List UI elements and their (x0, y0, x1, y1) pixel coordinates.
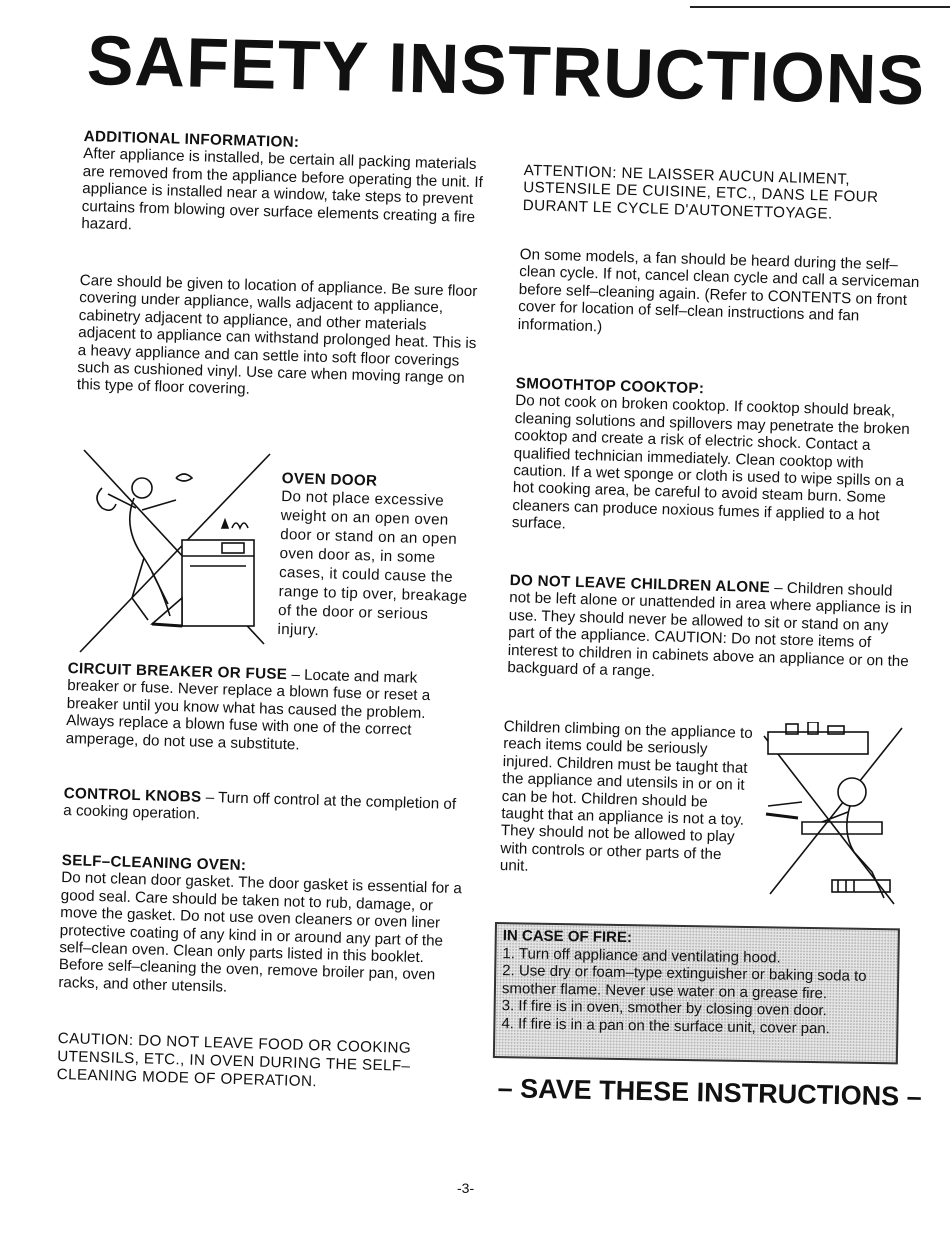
caution-text: CAUTION: DO NOT LEAVE FOOD OR COOKING UTENSILS, ETC., IN OVEN DURING THE SELF–CLEANING MODE OF OPERATION. (56, 1030, 412, 1091)
top-rule (690, 6, 950, 8)
fire-step: 3. If fire is in oven, smother by closing oven door. (501, 997, 827, 1020)
climbing-section (500, 718, 756, 882)
additional-information-heading: ADDITIONAL INFORMATION: (83, 128, 300, 152)
attention-section (523, 162, 926, 225)
control-knobs-text: – Turn off control at the completion of a cooking operation. (63, 788, 457, 824)
self-cleaning-section (58, 852, 467, 1003)
smoothtop-heading: SMOOTHTOP COOKTOP: (515, 375, 705, 398)
page-number: -3- (457, 1180, 475, 1196)
additional-information-text: After appliance is installed, be certain all packing materials are removed from the appliance before operating the unit. If appliance is installed near a window, take steps to prevent curtains from blowing over surface elements creating a fire hazard. (81, 145, 484, 234)
control-knobs-heading: CONTROL KNOBS (63, 785, 202, 806)
smoothtop-text: Do not cook on broken cooktop. If cooktop should break, cleaning solutions and spillovers may penetrate the broken cooktop and create a risk of electric shock. Contact a qualified technician immediately. Clean cooktop with caution. If a wet sponge or cloth is used to wipe spills on a hot cooking area, be careful to avoid steam burn. Some cleaners can produce noxious fumes if applied to a hot surface. (511, 392, 910, 533)
page-title: SAFETY INSTRUCTIONS (86, 20, 927, 120)
location-section (77, 272, 485, 405)
additional-information-section (81, 128, 489, 244)
oven-door-heading: OVEN DOOR (281, 470, 378, 490)
fire-steps-list (501, 945, 891, 1039)
fan-section (518, 246, 925, 344)
children-climbing-warning-illustration (762, 722, 907, 907)
fire-step: 1. Turn off appliance and ventilating hood. (502, 944, 781, 967)
children-text: – Children should not be left alone or unattended in area where appliance is in use. They should never be allowed to sit or stand on any part of the appliance. CAUTION: Do not store items of interest to children in cabinets above an appliance or on the backguard of a range. (507, 579, 913, 681)
fan-text: On some models, a fan should be heard during the self–clean cycle. If not, cancel clean cycle and call a serviceman before self–cleaning again. (Refer to CONTENTS on front cover for location of self–clean instructions and fan information.) (517, 246, 920, 335)
children-section (507, 572, 915, 688)
climbing-text: Children climbing on the appliance to reach items could be seriously injured. Children must be taught that the appliance and utensils in or on it can be hot. Children should be taught that an appliance is not a toy. They should not be allowed to play with controls or other parts of the unit. (499, 718, 753, 875)
self-cleaning-heading: SELF–CLEANING OVEN: (61, 852, 247, 875)
circuit-breaker-text: – Locate and mark breaker or fuse. Never replace a blown fuse or reset a breaker until you know what has caused the problem. Always replace a blown fuse with one of the correct amperage, do not use a substitute. (65, 666, 431, 754)
oven-door-section (277, 470, 477, 645)
location-text: Care should be given to location of appliance. Be sure floor covering under appliance, walls adjacent to appliance, cabinetry adjacent to appliance, and other materials adjacent to appliance can withstand prolonged heat. This is a heavy appliance and can settle into soft floor coverings such as cushioned vinyl. Use care when moving range on this type of floor covering. (76, 272, 478, 399)
smoothtop-section (512, 375, 921, 543)
oven-door-warning-illustration (72, 448, 277, 658)
circuit-breaker-section (66, 660, 473, 758)
fire-heading: IN CASE OF FIRE: (502, 927, 633, 947)
self-cleaning-text: Do not clean door gasket. The door gasket is essential for a good seal. Care should be taken not to rub, damage, or move the gasket. Do not use oven cleaners or oven liner protective coating of any kind in or around any part of the self–clean oven. Clean only parts listed in this booklet. Before self–cleaning the oven, remove broiler pan, oven racks, and other utensils. (58, 869, 463, 996)
circuit-breaker-heading: CIRCUIT BREAKER OR FUSE (67, 660, 288, 684)
attention-text: ATTENTION: NE LAISSER AUCUN ALIMENT, USTENSILE DE CUISINE, ETC., DANS LE FOUR DURANT LE CYCLE D'AUTONETTOYAGE. (522, 162, 879, 223)
control-knobs-section (63, 785, 469, 831)
children-heading: DO NOT LEAVE CHILDREN ALONE (509, 572, 771, 597)
in-case-of-fire-box (493, 922, 900, 1064)
oven-door-text: Do not place excessive weight on an open oven door or stand on an open oven door as, in some cases, it could cause the range to tip over, breakage of the door or serious injury. (277, 488, 468, 640)
save-these-instructions: – SAVE THESE INSTRUCTIONS – (497, 1073, 922, 1112)
fire-step: 2. Use dry or foam–type extinguisher or baking soda to smother flame. Never use water on a grease fire. (501, 962, 867, 1003)
fire-step: 4. If fire is in a pan on the surface unit, cover pan. (501, 1015, 831, 1038)
caution-section (56, 1030, 457, 1095)
